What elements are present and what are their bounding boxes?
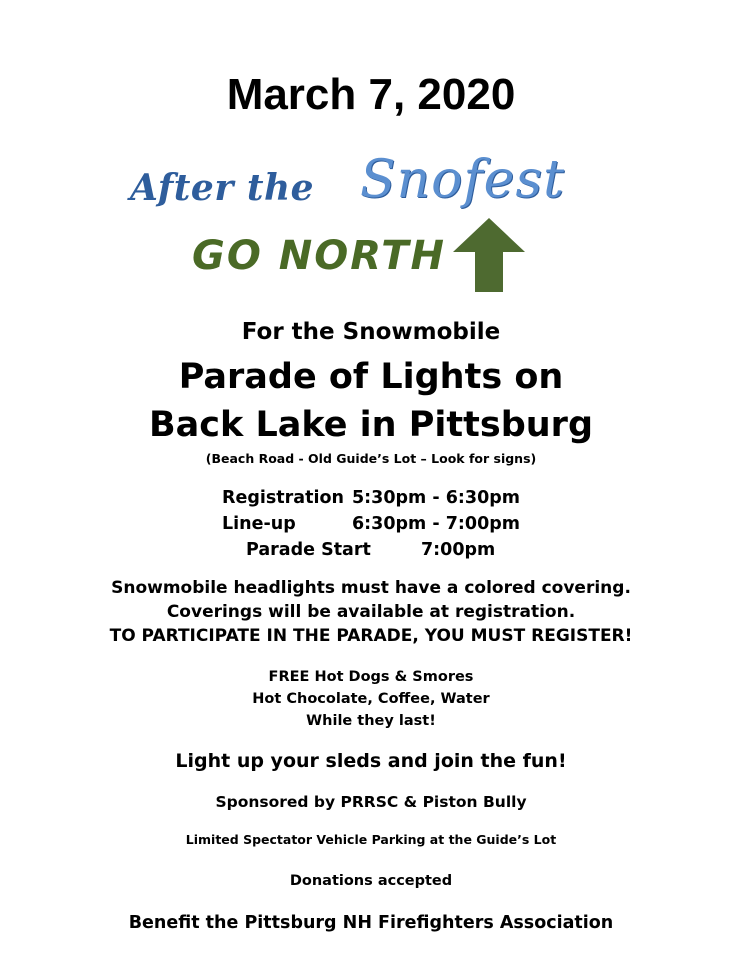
- free-drinks-text: Hot Chocolate, Coffee, Water: [252, 691, 490, 707]
- schedule: [0, 485, 742, 565]
- sponsor-text: Sponsored by PRRSC & Piston Bully: [215, 793, 527, 811]
- parade-title-line2: Back Lake in Pittsburg: [148, 405, 593, 445]
- parade-title-line1: Parade of Lights on: [178, 357, 564, 397]
- light-up-text: Light up your sleds and join the fun!: [175, 750, 567, 772]
- schedule-time-parade-start: 7:00pm: [421, 540, 496, 560]
- schedule-label-registration: Registration: [222, 488, 344, 508]
- after-the-text: After the: [130, 167, 315, 209]
- snofest-text: Snofest: [360, 150, 566, 210]
- location-note: (Beach Road - Old Guide’s Lot – Look for signs): [205, 451, 537, 466]
- schedule-label-lineup: Line-up: [222, 514, 296, 534]
- schedule-time-registration: 5:30pm - 6:30pm: [352, 488, 521, 508]
- covering-availability: Coverings will be available at registration.: [166, 602, 576, 622]
- registration-notice: TO PARTICIPATE IN THE PARADE, YOU MUST REGISTER!: [109, 626, 633, 646]
- snofest-headline: [0, 152, 742, 212]
- free-food-text: FREE Hot Dogs & Smores: [268, 669, 474, 685]
- up-arrow-icon: [453, 218, 525, 292]
- go-north-text: GO NORTH: [192, 233, 447, 279]
- donations-text: Donations accepted: [289, 873, 453, 889]
- covering-requirement: Snowmobile headlights must have a colored covering.: [111, 578, 631, 598]
- parking-text: Limited Spectator Vehicle Parking at the Guide’s Lot: [185, 832, 557, 847]
- schedule-label-parade-start: Parade Start: [246, 540, 371, 560]
- schedule-time-lineup: 6:30pm - 7:00pm: [352, 514, 521, 534]
- for-snowmobile-text: For the Snowmobile: [241, 319, 501, 345]
- event-date: March 7, 2020: [226, 70, 516, 119]
- go-north-headline: [0, 218, 742, 292]
- while-they-last-text: While they last!: [306, 713, 436, 729]
- benefit-text: Benefit the Pittsburg NH Firefighters Association: [128, 913, 614, 933]
